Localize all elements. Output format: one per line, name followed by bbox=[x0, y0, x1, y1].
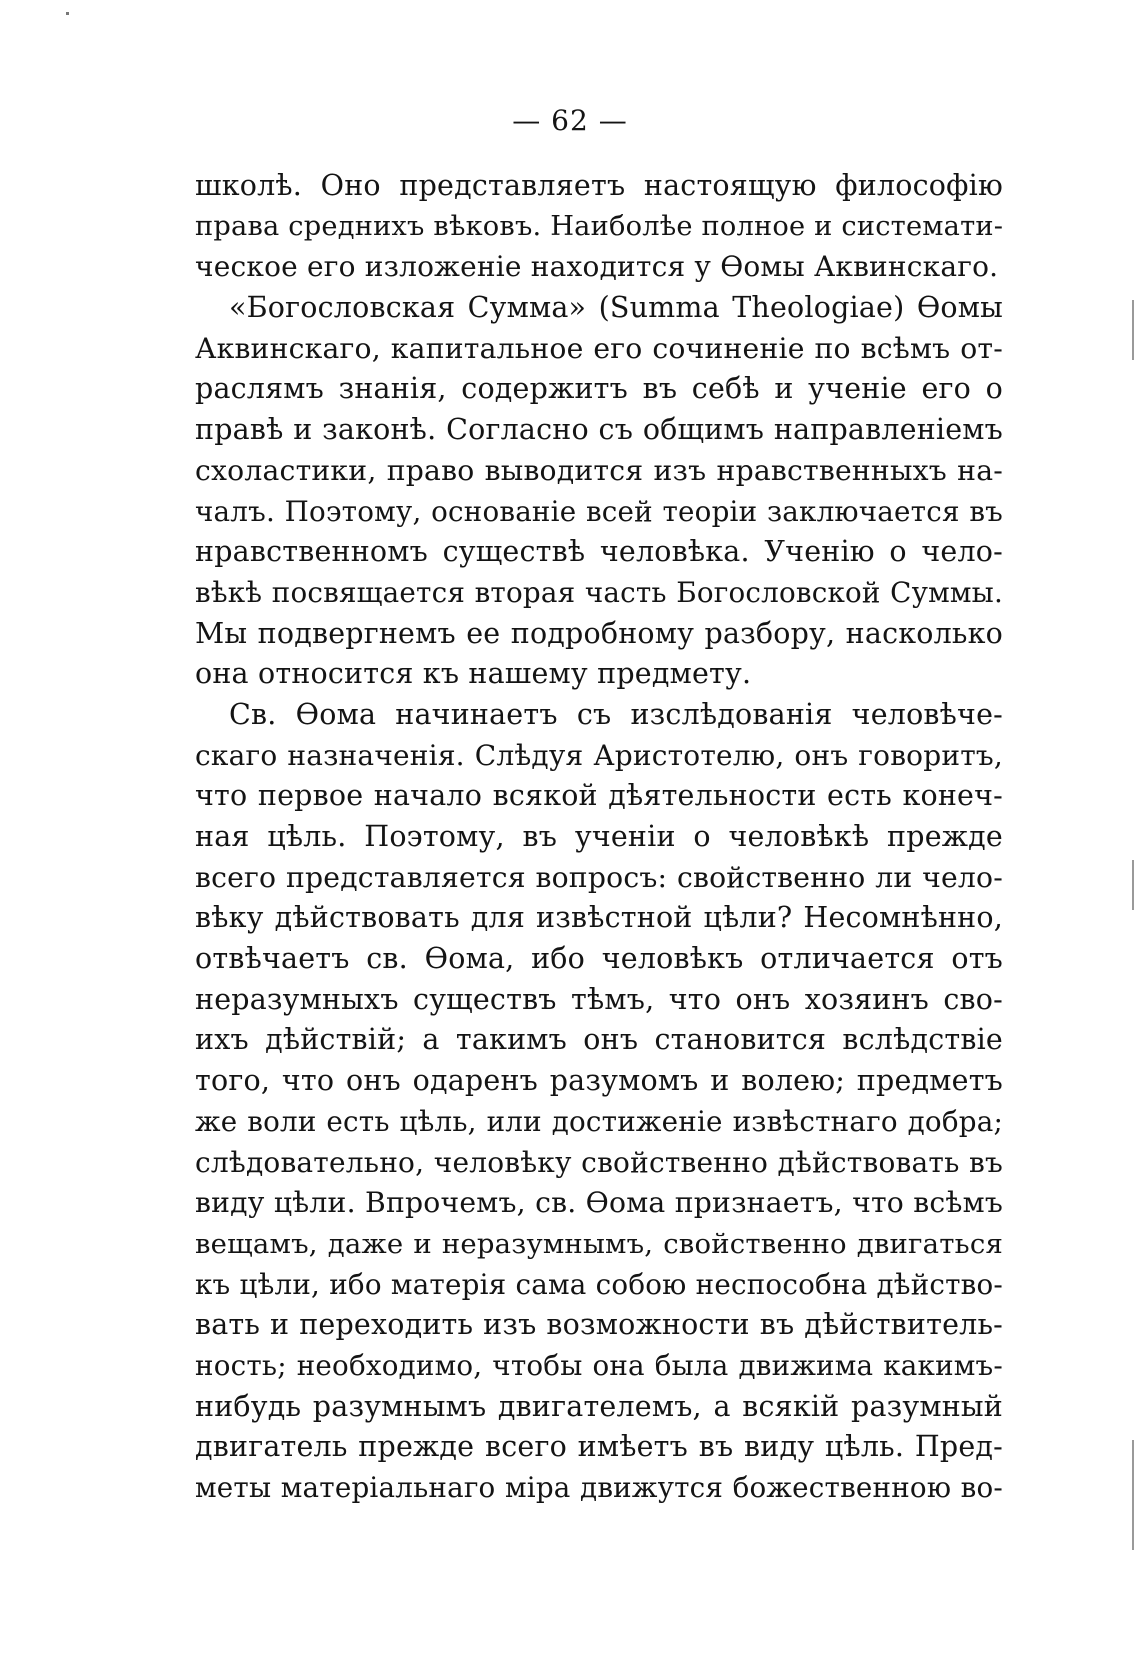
text-line: неразумныхъ существъ тѣмъ, что онъ хозяинъ сво- bbox=[195, 982, 1003, 1016]
text-line: вѣкѣ посвящается вторая часть Богословской Суммы. bbox=[195, 575, 1003, 609]
text-line: вещамъ, даже и неразумнымъ, свойственно двигаться bbox=[195, 1227, 1003, 1260]
text-line: вать и переходить изъ возможности въ дѣйствитель- bbox=[195, 1308, 1003, 1342]
text-line: Мы подвергнемъ ее подробному разбору, насколько bbox=[195, 616, 1003, 650]
text-line: къ цѣли, ибо матерія сама собою неспособна дѣйство- bbox=[195, 1267, 1003, 1301]
text-line: «Богословская Сумма» (Summa Theologiae) Ѳомы bbox=[229, 291, 1003, 325]
text-line: ческое его изложеніе находится у Ѳомы Аквинскаго. bbox=[195, 250, 999, 284]
text-line: нибудь разумнымъ двигателемъ, а всякій разумный bbox=[195, 1389, 1003, 1423]
text-line: Аквинскаго, капитальное его сочиненіе по всѣмъ от- bbox=[195, 331, 1003, 365]
text-line: что первое начало всякой дѣятельности есть конеч- bbox=[195, 779, 1003, 813]
scan-speck bbox=[66, 12, 69, 15]
scan-edge-mark bbox=[1132, 860, 1134, 910]
text-line: слѣдовательно, человѣку свойственно дѣйствовать въ bbox=[195, 1145, 1003, 1179]
text-line: виду цѣли. Впрочемъ, св. Ѳома признаетъ, что всѣмъ bbox=[195, 1186, 1003, 1220]
body-text bbox=[195, 166, 1003, 1509]
text-line: отвѣчаетъ св. Ѳома, ибо человѣкъ отличается отъ bbox=[195, 942, 1003, 976]
text-line: двигатель прежде всего имѣетъ въ виду цѣль. Пред- bbox=[195, 1430, 1003, 1464]
text-line: ность; необходимо, чтобы она была движима какимъ- bbox=[195, 1348, 1003, 1382]
scan-edge-mark bbox=[1132, 300, 1134, 360]
text-line: права среднихъ вѣковъ. Наиболѣе полное и системати- bbox=[195, 210, 1004, 242]
text-line: ихъ дѣйствій; а такимъ онъ становится вслѣдствіе bbox=[195, 1023, 1003, 1057]
text-line: правѣ и законѣ. Согласно съ общимъ направленіемъ bbox=[195, 413, 1003, 447]
text-line: того, что онъ одаренъ разумомъ и волею; предметъ bbox=[195, 1064, 1003, 1098]
scan-edge-mark bbox=[1132, 1440, 1134, 1550]
page-number: — 62 — bbox=[512, 104, 628, 137]
text-line: чалъ. Поэтому, основаніе всей теоріи заключается въ bbox=[195, 494, 1003, 528]
text-line: меты матеріальнаго міра движутся божественною во- bbox=[195, 1471, 1003, 1504]
text-line: всего представляется вопросъ: свойственно ли чело- bbox=[195, 860, 1003, 894]
text-line: нравственномъ существѣ человѣка. Ученію о чело- bbox=[195, 535, 1003, 569]
text-line: ная цѣль. Поэтому, въ ученіи о человѣкѣ прежде bbox=[195, 820, 1003, 853]
text-line: раслямъ знанія, содержитъ въ себѣ и ученіе его о bbox=[195, 372, 1003, 406]
text-line: скаго назначенія. Слѣдуя Аристотелю, онъ говоритъ, bbox=[195, 738, 1003, 772]
text-line: схоластики, право выводится изъ нравственныхъ на- bbox=[195, 453, 1003, 487]
text-line: школѣ. Оно представляетъ настоящую философію bbox=[195, 169, 1003, 202]
text-line: Св. Ѳома начинаетъ съ изслѣдованія человѣче- bbox=[229, 697, 1003, 731]
text-line: же воли есть цѣль, или достиженіе извѣстнаго добра; bbox=[195, 1104, 1003, 1138]
text-line: вѣку дѣйствовать для извѣстной цѣли? Несомнѣнно, bbox=[195, 901, 1003, 935]
text-line: она относится къ нашему предмету. bbox=[195, 657, 752, 691]
